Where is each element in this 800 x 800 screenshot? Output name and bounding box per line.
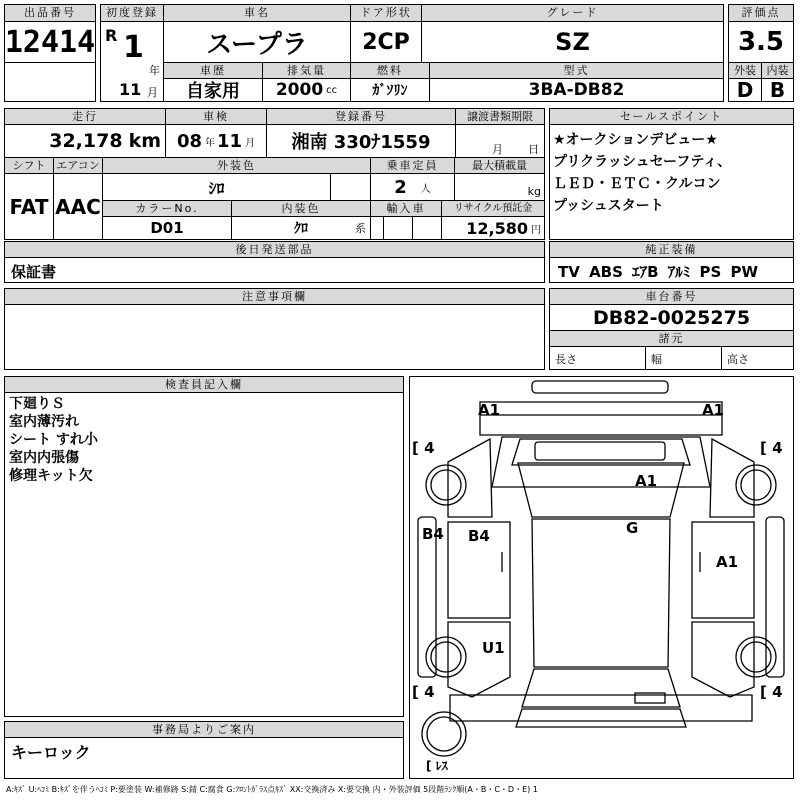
inspector-line: 室内薄汚れ [9, 414, 79, 430]
rear-left-fender [448, 622, 510, 697]
spare-tire-value: ﾚｽ [435, 759, 448, 773]
office-notice: キーロック [4, 737, 404, 779]
trunk [516, 709, 686, 727]
capacity: 2 [394, 176, 407, 198]
wheel-fl [426, 465, 466, 505]
damage-label-right-door: A1 [716, 553, 739, 571]
ext-color: ｼﾛ [102, 173, 331, 201]
capacity-unit: 人 [420, 183, 431, 195]
sales-point-line: ★オークションデビュー★ [553, 132, 718, 148]
inspector-line: 室内内張傷 [9, 450, 79, 466]
rear-glass [522, 669, 680, 707]
car-name: スープラ [163, 21, 351, 63]
first-reg-label: 初度登録 [100, 4, 164, 22]
tire-fr-value: 4 [772, 439, 783, 457]
specs-label: 諸元 [549, 330, 794, 347]
wheel-rr [736, 637, 776, 677]
roof [532, 519, 670, 667]
car-diagram-svg [410, 377, 792, 777]
displacement: 2000 [275, 80, 324, 100]
ac-label: エアコン [53, 157, 103, 174]
import-box-b [383, 216, 413, 240]
tire-fr: [ 4 [760, 439, 783, 457]
tire-rr: [ 4 [760, 683, 783, 701]
inspection-label: 車検 [165, 108, 267, 125]
model: 3BA-DB82 [429, 78, 724, 102]
inspection-box [165, 124, 267, 158]
rear-bumper [450, 695, 752, 721]
color-no-label: カラーNo. [102, 200, 232, 217]
office-label: 事務局よりご案内 [4, 721, 404, 738]
int-color: ｸﾛ [294, 221, 308, 237]
import-box-a [370, 216, 384, 240]
reg-month-unit: 月 [147, 86, 158, 99]
inspection-month: 11 [217, 130, 243, 152]
legend: A:ｷｽﾞ U:ﾍｺﾐ B:ｷｽﾞを伴うﾍｺﾐ P:要塗装 W:補修跡 S:錆 C:腐食 G:ﾌﾛﾝﾄｶﾞﾗｽ点ｷｽﾞ XX:交換済み X:要交換 内・外装評価 5段階ﾗﾝｸ順(A・B・C・D・E) 1 [6, 785, 538, 794]
inspection-month-unit: 月 [245, 137, 256, 149]
damage-label-front-left: A1 [478, 401, 501, 419]
reg-year: 1 [123, 30, 144, 65]
score: 3.5 [728, 21, 794, 63]
damage-label-left-sill: B4 [422, 525, 444, 543]
interior-label: 内装 [761, 62, 794, 79]
load-label: 最大積載量 [454, 157, 545, 174]
damage-label-left-door: B4 [468, 527, 490, 545]
plate: 湘南 330ﾅ1559 [266, 124, 456, 158]
inspection-year-unit: 年 [205, 137, 215, 149]
import-label: 輸入車 [370, 200, 442, 217]
grade: SZ [421, 21, 724, 63]
ext-color-blank [330, 173, 371, 201]
equipment: TV ABS ｴｱB ｱﾙﾐ PS PW [549, 257, 794, 283]
lot-number: 12414 [4, 21, 96, 63]
fuel-label: 燃料 [350, 62, 430, 79]
door-label: ドア形状 [350, 4, 422, 22]
wheel-fr [736, 465, 776, 505]
history-label: 車歴 [163, 62, 263, 79]
sales-point-box [549, 124, 794, 240]
load-unit: kg [527, 185, 541, 198]
lot-blank [4, 62, 96, 102]
inspector-line: シート すれ小 [9, 432, 98, 448]
damage-label-front-right: A1 [702, 401, 725, 419]
ac: AAC [53, 173, 103, 240]
front-left-fender [448, 439, 492, 517]
mileage-box [4, 124, 166, 158]
recycle-label: リサイクル預託金 [441, 200, 545, 217]
equipment-label: 純正装備 [549, 241, 794, 258]
front-right-fender [710, 439, 754, 517]
transfer-box [455, 124, 545, 158]
wheel-rl [426, 637, 466, 677]
history: 自家用 [163, 78, 263, 102]
later-parts: 保証書 [4, 257, 545, 283]
spare-tire-status: [ ﾚｽ [426, 759, 448, 773]
reg-month: 11 [119, 80, 142, 99]
capacity-label: 乗車定員 [370, 157, 455, 174]
mileage: 32,178 [49, 130, 123, 152]
model-label: 型式 [429, 62, 724, 79]
door-type: 2CP [350, 21, 422, 63]
spare-tire [422, 712, 466, 756]
chassis-number: DB82-0025275 [549, 304, 794, 331]
int-color-label: 内装色 [231, 200, 371, 217]
exterior-grade: D [728, 78, 762, 102]
transfer-day-unit: 日 [528, 143, 539, 156]
car-diagram [409, 376, 794, 779]
front-bumper [480, 401, 725, 435]
int-color-suffix: 系 [355, 222, 366, 235]
tire-fl: [ 4 [412, 439, 435, 457]
displacement-label: 排気量 [262, 62, 351, 79]
era-prefix: R [105, 26, 118, 45]
sales-point-line: プッシュスタート [553, 198, 664, 214]
front-bumper-top [532, 381, 668, 393]
fuel: ｶﾞｿﾘﾝ [350, 78, 430, 102]
damage-label-windshield: A1 [635, 472, 658, 490]
windshield [518, 463, 684, 517]
grade-label: グレード [421, 4, 724, 22]
inspection-year: 08 [176, 130, 202, 152]
interior-grade: B [761, 78, 794, 102]
tire-rl: [ 4 [412, 683, 435, 701]
car-name-label: 車名 [163, 4, 351, 22]
transfer-month-unit: 月 [492, 143, 503, 156]
recycle: 12,580 [466, 218, 528, 238]
sales-point-line: ＬＥＤ・ＥＴＣ・クルコン [553, 176, 721, 192]
tire-rr-value: 4 [772, 683, 783, 701]
score-label: 評価点 [728, 4, 794, 22]
lot-label: 出品番号 [4, 4, 96, 22]
color-no: D01 [102, 216, 232, 240]
caution-label: 注意事項欄 [4, 288, 545, 305]
ext-color-label: 外装色 [102, 157, 371, 174]
sales-point-label: セールスポイント [549, 108, 794, 125]
damage-label-glass: G [626, 519, 639, 537]
tire-fl-value: 4 [424, 439, 435, 457]
int-color-box [231, 216, 371, 240]
recycle-unit: 円 [531, 224, 541, 236]
inspector-notes [4, 392, 404, 717]
inspector-label: 検査員記入欄 [4, 376, 404, 393]
damage-label-rear-left: U1 [482, 639, 505, 657]
reg-year-unit: 年 [149, 64, 160, 77]
mileage-unit: km [128, 130, 161, 152]
capacity-box [370, 173, 455, 201]
spec-height: 高さ [721, 346, 794, 370]
inspector-line: 修理キット欠 [9, 468, 93, 484]
recycle-box [441, 216, 545, 240]
import-box-c [412, 216, 442, 240]
chassis-label: 車台番号 [549, 288, 794, 305]
load-box [454, 173, 545, 201]
spec-width: 幅 [645, 346, 722, 370]
tire-rl-value: 4 [424, 683, 435, 701]
exterior-label: 外装 [728, 62, 762, 79]
first-reg-box [100, 21, 164, 102]
displacement-unit: cc [326, 84, 338, 96]
shift-label: シフト [4, 157, 54, 174]
rear-right-fender [692, 622, 754, 697]
later-parts-label: 後日発送部品 [4, 241, 545, 258]
caution-box [4, 304, 545, 370]
plate-label: 登録番号 [266, 108, 456, 125]
shift: FAT [4, 173, 54, 240]
inspector-line: 下廻りＳ [9, 396, 65, 412]
spec-length: 長さ [549, 346, 646, 370]
mileage-label: 走行 [4, 108, 166, 125]
sales-point-line: プリクラッシュセーフティ、 [553, 154, 732, 170]
transfer-label: 譲渡書類期限 [455, 108, 545, 125]
hood [492, 437, 710, 487]
displacement-box [262, 78, 351, 102]
